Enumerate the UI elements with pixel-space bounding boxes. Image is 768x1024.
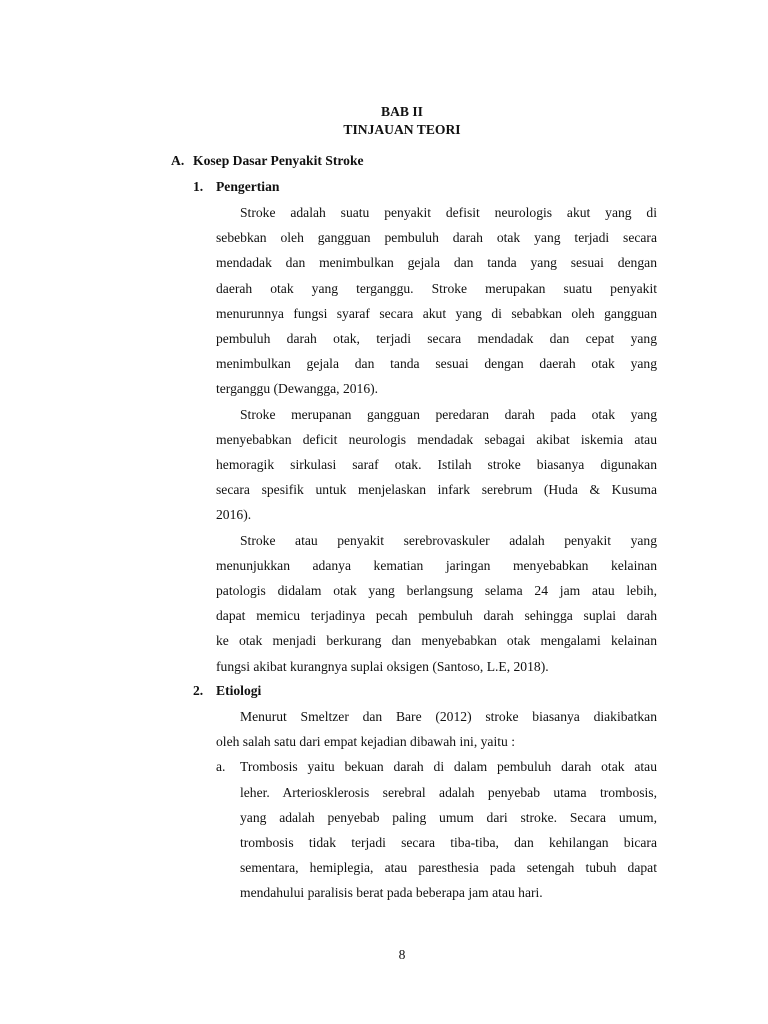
text-line: yang adalah penyebab paling umum dari stroke. Secara umum, [240, 809, 657, 825]
text-line: Stroke adalah suatu penyakit defisit neurologis akut yang di [240, 205, 657, 220]
text-line: 2016). [216, 507, 252, 523]
subsection-2-heading: Etiologi [216, 683, 262, 698]
section-a-heading: Kosep Dasar Penyakit Stroke [193, 153, 364, 168]
text-line: leher. Arteriosklerosis serebral adalah penyebab utama trombosis, [240, 784, 657, 800]
paragraph-2-first-line [240, 402, 657, 427]
section-a-marker: A. [171, 153, 185, 168]
paragraph-1-first-line [240, 200, 657, 225]
text-line: Menurut Smeltzer dan Bare (2012) stroke biasanya diakibatkan [240, 709, 657, 724]
text-line: sementara, hemiplegia, atau paresthesia pada setengah tubuh dapat [240, 860, 657, 876]
text-line: dapat memicu terjadinya pecah pembuluh darah sehingga suplai darah [216, 608, 657, 624]
etiology-intro-first-line [240, 704, 657, 729]
text-line: menunjukkan adanya kematian jaringan menyebabkan kelainan [216, 557, 657, 573]
text-line: pembuluh darah otak, terjadi secara mendadak dan cepat yang [216, 330, 657, 346]
text-line: oleh salah satu dari empat kejadian dibawah ini, yaitu : [216, 734, 515, 750]
text-line: fungsi akibat kurangnya suplai oksigen (Santoso, L.E, 2018). [216, 658, 549, 674]
paragraph-3-first-line [240, 528, 657, 553]
subsection-1-marker: 1. [193, 179, 204, 194]
subsection-2-marker: 2. [193, 683, 204, 698]
paragraph-2-body [216, 427, 657, 528]
page-number: 8 [398, 947, 406, 962]
text-line: trombosis tidak terjadi secara tiba-tiba, dan kehilangan bicara [240, 834, 657, 850]
text-line: mendahului paralisis berat pada beberapa jam atau hari. [240, 885, 543, 901]
text-line: Trombosis yaitu bekuan darah di dalam pembuluh darah otak atau [240, 759, 657, 775]
chapter-number: BAB II [381, 104, 423, 119]
text-line: patologis didalam otak yang berlangsung selama 24 jam atau lebih, [216, 582, 657, 598]
paragraph-3-body [216, 553, 657, 679]
text-line: hemoragik sirkulasi saraf otak. Istilah stroke biasanya digunakan [216, 456, 657, 472]
text-line: menyebabkan deficit neurologis mendadak sebagai akibat iskemia atau [216, 431, 657, 447]
list-item-a-text [240, 754, 657, 905]
chapter-title: TINJAUAN TEORI [343, 122, 461, 137]
text-line: Stroke atau penyakit serebrovaskuler adalah penyakit yang [240, 532, 657, 548]
text-line: terganggu (Dewangga, 2016). [216, 381, 379, 397]
text-line: ke otak menjadi berkurang dan menyebabkan otak mengalami kelainan [216, 633, 657, 649]
text-line: secara spesifik untuk menjelaskan infark serebrum (Huda & Kusuma [216, 482, 657, 498]
text-line: menurunnya fungsi syaraf secara akut yang di sebabkan oleh gangguan [216, 305, 657, 321]
text-line: sebebkan oleh gangguan pembuluh darah otak yang terjadi secara [216, 230, 657, 246]
list-item-a-marker: a. [216, 759, 226, 775]
text-line: menimbulkan gejala dan tanda sesuai dengan daerah otak yang [216, 356, 657, 372]
text-line: mendadak dan menimbulkan gejala dan tanda yang sesuai dengan [216, 255, 657, 271]
subsection-1-heading: Pengertian [216, 179, 280, 194]
paragraph-1-body [216, 225, 657, 401]
text-line: daerah otak yang terganggu. Stroke merupakan suatu penyakit [216, 280, 657, 296]
etiology-intro-body [216, 729, 657, 754]
text-line: Stroke merupanan gangguan peredaran darah pada otak yang [240, 406, 657, 422]
